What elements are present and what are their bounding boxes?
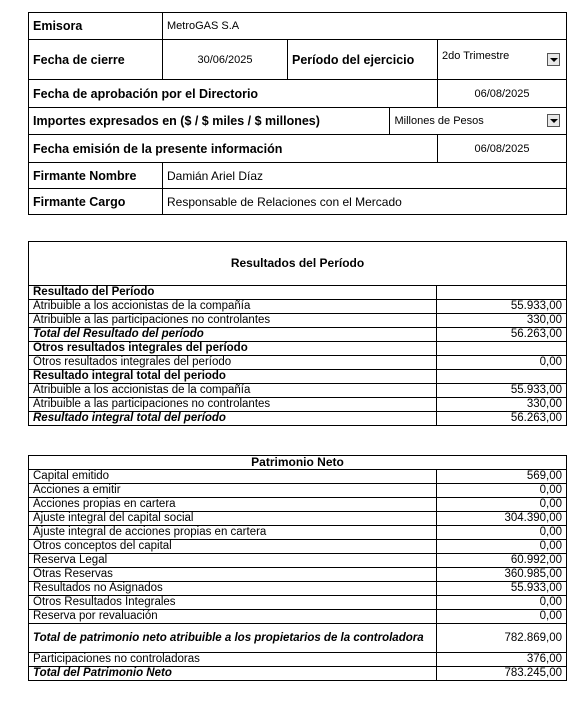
row-label: Reserva por revaluación — [29, 610, 437, 624]
row-value — [437, 370, 567, 384]
row-value — [437, 342, 567, 356]
row-value: 0,00 — [437, 596, 567, 610]
row-label: Atribuible a las participaciones no controlantes — [29, 398, 437, 412]
row-value: 0,00 — [437, 610, 567, 624]
table-row — [29, 300, 567, 314]
row-label: Ajuste integral del capital social — [29, 512, 437, 526]
firmante-cargo-value: Responsable de Relaciones con el Mercado — [163, 189, 567, 215]
resultados-title: Resultados del Período — [29, 242, 567, 286]
row-value: 60.992,00 — [437, 554, 567, 568]
row-label: Resultado integral total del período — [29, 412, 437, 426]
row-value: 55.933,00 — [437, 384, 567, 398]
row-value: 783.245,00 — [437, 667, 567, 681]
table-row — [29, 667, 567, 681]
header-table — [28, 12, 567, 215]
firmante-cargo-label: Firmante Cargo — [29, 189, 163, 215]
row-value: 376,00 — [437, 653, 567, 667]
row-label: Otros Resultados Integrales — [29, 596, 437, 610]
row-value: 56.263,00 — [437, 328, 567, 342]
row-label: Ajuste integral de acciones propias en cartera — [29, 526, 437, 540]
table-row — [29, 314, 567, 328]
table-row — [29, 286, 567, 300]
row-label: Otros resultados integrales del período — [29, 342, 437, 356]
table-row — [29, 610, 567, 624]
row-label: Otros conceptos del capital — [29, 540, 437, 554]
row-value — [437, 286, 567, 300]
row-label: Atribuible a los accionistas de la compañía — [29, 300, 437, 314]
row-label: Total del Patrimonio Neto — [29, 667, 437, 681]
row-value: 0,00 — [437, 484, 567, 498]
table-row — [29, 554, 567, 568]
table-row — [29, 582, 567, 596]
periodo-value: 2do Trimestre — [442, 49, 510, 62]
row-label: Reserva Legal — [29, 554, 437, 568]
table-row — [29, 596, 567, 610]
periodo-select[interactable] — [438, 40, 567, 80]
row-label: Acciones propias en cartera — [29, 498, 437, 512]
row-label: Capital emitido — [29, 470, 437, 484]
row-label: Otras Reservas — [29, 568, 437, 582]
row-label: Otros resultados integrales del período — [29, 356, 437, 370]
emision-value: 06/08/2025 — [438, 135, 567, 163]
table-row — [29, 470, 567, 484]
table-row — [29, 412, 567, 426]
resultados-table — [28, 241, 567, 426]
row-value: 0,00 — [437, 540, 567, 554]
firmante-nombre-value: Damián Ariel Díaz — [163, 163, 567, 189]
row-label: Participaciones no controladoras — [29, 653, 437, 667]
row-label: Total de patrimonio neto atribuible a los propietarios de la controladora — [29, 624, 437, 653]
table-row — [29, 370, 567, 384]
patrimonio-title: Patrimonio Neto — [29, 456, 567, 470]
row-value: 56.263,00 — [437, 412, 567, 426]
row-value: 0,00 — [437, 356, 567, 370]
firmante-nombre-label: Firmante Nombre — [29, 163, 163, 189]
row-label: Resultado integral total del periodo — [29, 370, 437, 384]
table-row — [29, 484, 567, 498]
row-value: 360.985,00 — [437, 568, 567, 582]
table-row — [29, 540, 567, 554]
periodo-label: Período del ejercicio — [288, 40, 438, 80]
row-value: 0,00 — [437, 526, 567, 540]
row-value: 330,00 — [437, 314, 567, 328]
table-row — [29, 624, 567, 653]
row-label: Resultados no Asignados — [29, 582, 437, 596]
row-label: Resultado del Período — [29, 286, 437, 300]
table-row — [29, 526, 567, 540]
row-label: Total del Resultado del período — [29, 328, 437, 342]
row-value: 330,00 — [437, 398, 567, 412]
periodo-dropdown-icon[interactable] — [547, 53, 560, 66]
table-row — [29, 512, 567, 526]
importes-value: Millones de Pesos — [394, 115, 484, 127]
table-row — [29, 498, 567, 512]
row-value: 782.869,00 — [437, 624, 567, 653]
importes-label: Importes expresados en ($ / $ miles / $ millones) — [29, 108, 288, 135]
table-row — [29, 568, 567, 582]
row-value: 55.933,00 — [437, 300, 567, 314]
table-row — [29, 342, 567, 356]
patrimonio-table — [28, 455, 567, 681]
emision-label: Fecha emisión de la presente información — [29, 135, 438, 163]
table-row — [29, 384, 567, 398]
fecha-cierre-label: Fecha de cierre — [29, 40, 163, 80]
emisora-label: Emisora — [29, 13, 163, 40]
row-value: 55.933,00 — [437, 582, 567, 596]
row-label: Acciones a emitir — [29, 484, 437, 498]
importes-cell — [288, 108, 567, 135]
row-value: 304.390,00 — [437, 512, 567, 526]
aprobacion-label: Fecha de aprobación por el Directorio — [29, 80, 438, 108]
table-row — [29, 328, 567, 342]
row-label: Atribuible a las participaciones no controlantes — [29, 314, 437, 328]
table-row — [29, 653, 567, 667]
importes-dropdown-icon[interactable] — [547, 114, 560, 127]
emisora-value: MetroGAS S.A — [163, 13, 567, 40]
row-value: 0,00 — [437, 498, 567, 512]
row-label: Atribuible a los accionistas de la compañía — [29, 384, 437, 398]
fecha-cierre-value: 30/06/2025 — [163, 40, 288, 80]
table-row — [29, 398, 567, 412]
importes-select[interactable] — [389, 108, 567, 134]
row-value: 569,00 — [437, 470, 567, 484]
aprobacion-value: 06/08/2025 — [438, 80, 567, 108]
table-row — [29, 356, 567, 370]
